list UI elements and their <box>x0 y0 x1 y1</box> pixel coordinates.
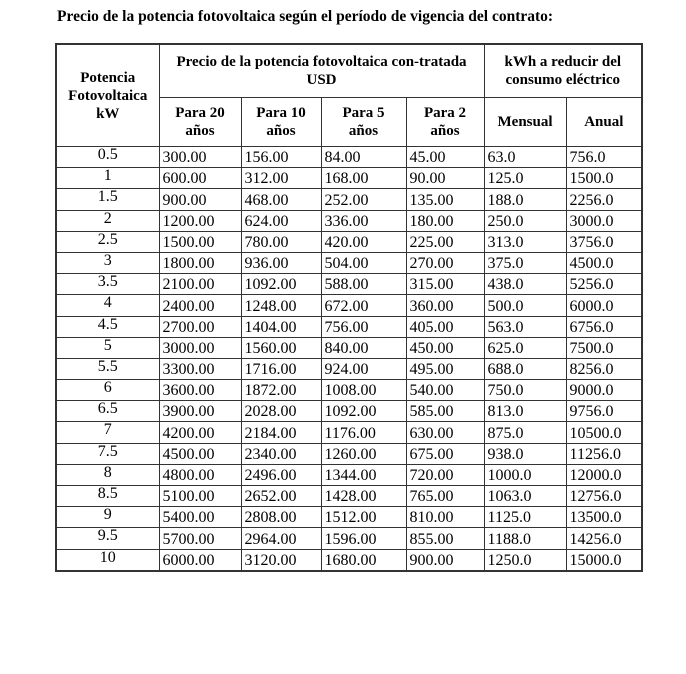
header-5-years: Para 5 años <box>321 98 406 147</box>
cell-price-10: 156.00 <box>241 147 321 168</box>
cell-kwh-annual: 6756.0 <box>566 316 642 337</box>
cell-price-2: 720.00 <box>406 464 484 485</box>
cell-price-10: 1092.00 <box>241 274 321 295</box>
cell-price-5: 1512.00 <box>321 507 406 528</box>
cell-kw: 1 <box>56 168 159 189</box>
cell-kwh-monthly: 1063.0 <box>484 486 566 507</box>
cell-price-2: 900.00 <box>406 549 484 571</box>
cell-kwh-monthly: 188.0 <box>484 189 566 210</box>
cell-price-20: 1800.00 <box>159 252 241 273</box>
cell-price-2: 585.00 <box>406 401 484 422</box>
cell-kw: 2.5 <box>56 231 159 252</box>
cell-price-10: 1716.00 <box>241 358 321 379</box>
cell-price-20: 900.00 <box>159 189 241 210</box>
cell-price-20: 4200.00 <box>159 422 241 443</box>
cell-price-2: 810.00 <box>406 507 484 528</box>
cell-price-20: 2700.00 <box>159 316 241 337</box>
cell-kwh-annual: 15000.0 <box>566 549 642 571</box>
cell-kwh-annual: 12756.0 <box>566 486 642 507</box>
cell-kwh-monthly: 63.0 <box>484 147 566 168</box>
cell-kw: 10 <box>56 549 159 571</box>
cell-price-5: 588.00 <box>321 274 406 295</box>
header-monthly: Mensual <box>484 98 566 147</box>
cell-price-2: 270.00 <box>406 252 484 273</box>
table-row <box>56 443 642 464</box>
table-row <box>56 528 642 549</box>
cell-price-10: 624.00 <box>241 210 321 231</box>
cell-price-10: 1872.00 <box>241 380 321 401</box>
cell-kw: 4 <box>56 295 159 316</box>
cell-kwh-monthly: 1188.0 <box>484 528 566 549</box>
cell-kwh-annual: 8256.0 <box>566 358 642 379</box>
cell-kwh-monthly: 750.0 <box>484 380 566 401</box>
cell-kwh-monthly: 375.0 <box>484 252 566 273</box>
cell-price-2: 540.00 <box>406 380 484 401</box>
cell-price-5: 840.00 <box>321 337 406 358</box>
cell-price-20: 5100.00 <box>159 486 241 507</box>
cell-price-5: 924.00 <box>321 358 406 379</box>
cell-price-10: 2964.00 <box>241 528 321 549</box>
cell-price-20: 2400.00 <box>159 295 241 316</box>
table-row <box>56 358 642 379</box>
cell-price-2: 495.00 <box>406 358 484 379</box>
header-20-years: Para 20 años <box>159 98 241 147</box>
header-annual: Anual <box>566 98 642 147</box>
cell-price-5: 84.00 <box>321 147 406 168</box>
cell-kwh-annual: 14256.0 <box>566 528 642 549</box>
cell-kwh-annual: 4500.0 <box>566 252 642 273</box>
cell-kwh-annual: 2256.0 <box>566 189 642 210</box>
cell-price-5: 252.00 <box>321 189 406 210</box>
table-row <box>56 147 642 168</box>
cell-price-10: 312.00 <box>241 168 321 189</box>
cell-price-20: 6000.00 <box>159 549 241 571</box>
cell-kwh-annual: 12000.0 <box>566 464 642 485</box>
cell-kwh-monthly: 875.0 <box>484 422 566 443</box>
cell-price-5: 1680.00 <box>321 549 406 571</box>
table-row <box>56 401 642 422</box>
table-row <box>56 252 642 273</box>
cell-price-20: 2100.00 <box>159 274 241 295</box>
cell-kw: 5.5 <box>56 358 159 379</box>
cell-price-2: 180.00 <box>406 210 484 231</box>
cell-price-5: 1596.00 <box>321 528 406 549</box>
cell-price-10: 1404.00 <box>241 316 321 337</box>
cell-kw: 0.5 <box>56 147 159 168</box>
table-row <box>56 464 642 485</box>
header-2-years: Para 2 años <box>406 98 484 147</box>
cell-price-10: 2340.00 <box>241 443 321 464</box>
cell-price-5: 672.00 <box>321 295 406 316</box>
table-row <box>56 380 642 401</box>
cell-price-10: 2496.00 <box>241 464 321 485</box>
cell-kwh-monthly: 813.0 <box>484 401 566 422</box>
table-row <box>56 422 642 443</box>
table-row <box>56 507 642 528</box>
cell-price-5: 336.00 <box>321 210 406 231</box>
cell-kw: 4.5 <box>56 316 159 337</box>
cell-kwh-annual: 10500.0 <box>566 422 642 443</box>
cell-price-5: 1176.00 <box>321 422 406 443</box>
cell-kwh-monthly: 1250.0 <box>484 549 566 571</box>
cell-kw: 6 <box>56 380 159 401</box>
cell-price-10: 1248.00 <box>241 295 321 316</box>
cell-price-2: 90.00 <box>406 168 484 189</box>
cell-price-20: 1200.00 <box>159 210 241 231</box>
cell-kwh-annual: 5256.0 <box>566 274 642 295</box>
cell-kw: 3 <box>56 252 159 273</box>
table-row <box>56 274 642 295</box>
table-row <box>56 337 642 358</box>
header-kwh-group: kWh a reducir del consumo eléctrico <box>484 44 642 98</box>
cell-kwh-annual: 9000.0 <box>566 380 642 401</box>
cell-kwh-annual: 9756.0 <box>566 401 642 422</box>
cell-price-2: 630.00 <box>406 422 484 443</box>
cell-kw: 8 <box>56 464 159 485</box>
cell-kwh-monthly: 1000.0 <box>484 464 566 485</box>
cell-price-10: 2028.00 <box>241 401 321 422</box>
cell-kwh-monthly: 250.0 <box>484 210 566 231</box>
cell-kwh-monthly: 625.0 <box>484 337 566 358</box>
cell-price-10: 780.00 <box>241 231 321 252</box>
cell-kwh-monthly: 125.0 <box>484 168 566 189</box>
cell-kwh-monthly: 313.0 <box>484 231 566 252</box>
cell-kwh-annual: 756.0 <box>566 147 642 168</box>
cell-price-20: 4500.00 <box>159 443 241 464</box>
cell-kw: 9 <box>56 507 159 528</box>
cell-price-10: 468.00 <box>241 189 321 210</box>
cell-price-5: 1008.00 <box>321 380 406 401</box>
cell-price-20: 4800.00 <box>159 464 241 485</box>
cell-price-20: 3900.00 <box>159 401 241 422</box>
cell-price-5: 420.00 <box>321 231 406 252</box>
cell-price-10: 2808.00 <box>241 507 321 528</box>
cell-kw: 1.5 <box>56 189 159 210</box>
table-body <box>56 147 642 571</box>
cell-kwh-annual: 13500.0 <box>566 507 642 528</box>
table-row <box>56 316 642 337</box>
cell-kw: 2 <box>56 210 159 231</box>
header-price-group: Precio de la potencia fotovoltaica con-tratada USD <box>159 44 484 98</box>
cell-kw: 6.5 <box>56 401 159 422</box>
page-title: Precio de la potencia fotovoltaica según el período de vigencia del contrato: <box>57 8 554 25</box>
cell-price-20: 300.00 <box>159 147 241 168</box>
cell-kw: 5 <box>56 337 159 358</box>
cell-price-2: 225.00 <box>406 231 484 252</box>
table-row <box>56 189 642 210</box>
cell-price-2: 765.00 <box>406 486 484 507</box>
table-row <box>56 231 642 252</box>
cell-price-20: 600.00 <box>159 168 241 189</box>
cell-kwh-annual: 6000.0 <box>566 295 642 316</box>
cell-price-2: 855.00 <box>406 528 484 549</box>
cell-price-20: 5700.00 <box>159 528 241 549</box>
header-kw: Potencia Fotovoltaica kW <box>56 44 159 147</box>
cell-price-2: 135.00 <box>406 189 484 210</box>
cell-price-10: 3120.00 <box>241 549 321 571</box>
cell-price-5: 504.00 <box>321 252 406 273</box>
cell-kwh-annual: 11256.0 <box>566 443 642 464</box>
cell-price-5: 1428.00 <box>321 486 406 507</box>
cell-price-20: 3300.00 <box>159 358 241 379</box>
cell-kw: 8.5 <box>56 486 159 507</box>
cell-price-10: 936.00 <box>241 252 321 273</box>
cell-price-2: 675.00 <box>406 443 484 464</box>
cell-price-5: 1344.00 <box>321 464 406 485</box>
price-table <box>55 43 643 572</box>
cell-price-10: 2184.00 <box>241 422 321 443</box>
cell-price-2: 45.00 <box>406 147 484 168</box>
cell-kwh-monthly: 500.0 <box>484 295 566 316</box>
cell-kw: 7 <box>56 422 159 443</box>
cell-kwh-monthly: 688.0 <box>484 358 566 379</box>
table-row <box>56 210 642 231</box>
cell-price-2: 315.00 <box>406 274 484 295</box>
cell-price-5: 1260.00 <box>321 443 406 464</box>
cell-kwh-monthly: 563.0 <box>484 316 566 337</box>
cell-price-2: 360.00 <box>406 295 484 316</box>
cell-kw: 3.5 <box>56 274 159 295</box>
table-row <box>56 168 642 189</box>
cell-kwh-monthly: 938.0 <box>484 443 566 464</box>
cell-kwh-annual: 1500.0 <box>566 168 642 189</box>
cell-price-20: 1500.00 <box>159 231 241 252</box>
cell-kwh-annual: 3756.0 <box>566 231 642 252</box>
cell-price-2: 450.00 <box>406 337 484 358</box>
cell-price-20: 3600.00 <box>159 380 241 401</box>
cell-price-20: 5400.00 <box>159 507 241 528</box>
cell-kwh-monthly: 438.0 <box>484 274 566 295</box>
cell-price-10: 1560.00 <box>241 337 321 358</box>
table-row <box>56 295 642 316</box>
cell-kw: 7.5 <box>56 443 159 464</box>
cell-price-5: 168.00 <box>321 168 406 189</box>
cell-kw: 9.5 <box>56 528 159 549</box>
table-row <box>56 549 642 571</box>
table-row <box>56 486 642 507</box>
cell-price-2: 405.00 <box>406 316 484 337</box>
cell-price-5: 1092.00 <box>321 401 406 422</box>
cell-price-20: 3000.00 <box>159 337 241 358</box>
cell-kwh-annual: 7500.0 <box>566 337 642 358</box>
cell-price-5: 756.00 <box>321 316 406 337</box>
cell-kwh-monthly: 1125.0 <box>484 507 566 528</box>
header-10-years: Para 10 años <box>241 98 321 147</box>
cell-price-10: 2652.00 <box>241 486 321 507</box>
cell-kwh-annual: 3000.0 <box>566 210 642 231</box>
